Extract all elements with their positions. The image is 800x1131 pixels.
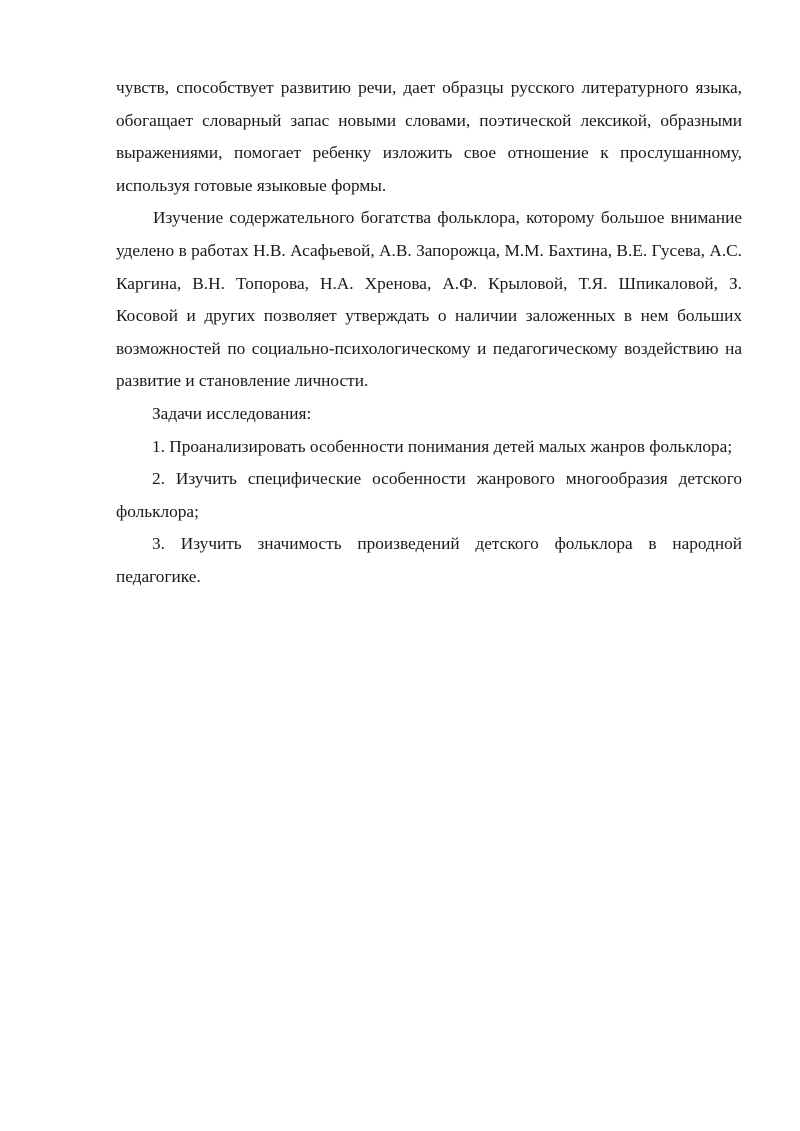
paragraph-folklore-study: Изучение содержательного богатства фольклора, которому большое внимание уделено в работах Н.В. Асафьевой, А.В. Запорожца, М.М. Бахтина, В.Е. Гусева, А.С. Каргина, В.Н. Топорова, Н.А. Хренова, А.Ф. Крыловой, Т.Я. Шпикаловой, З. Косовой и других позволяет утверждать о наличии заложенных в нем больших возможностей по социально-психологическому и педагогическому воздействию на развитие и становление личности. bbox=[116, 208, 742, 391]
body-text bbox=[116, 72, 742, 594]
paragraph-continuation: чувств, способствует развитию речи, дает образцы русского литературного языка, обогащает словарный запас новыми словами, поэтической лексикой, образными выражениями, помогает ребенку изложить свое отношение к прослушанному, используя готовые языковые формы. bbox=[116, 78, 742, 195]
task-item-3: 3. Изучить значимость произведений детского фольклора в народной педагогике. bbox=[116, 534, 742, 586]
task-item-1: 1. Проанализировать особенности понимания детей малых жанров фольклора; bbox=[152, 436, 733, 456]
task-item-2: 2. Изучить специфические особенности жанрового многообразия детского фольклора; bbox=[116, 469, 742, 521]
research-tasks-heading: Задачи исследования: bbox=[152, 403, 312, 423]
